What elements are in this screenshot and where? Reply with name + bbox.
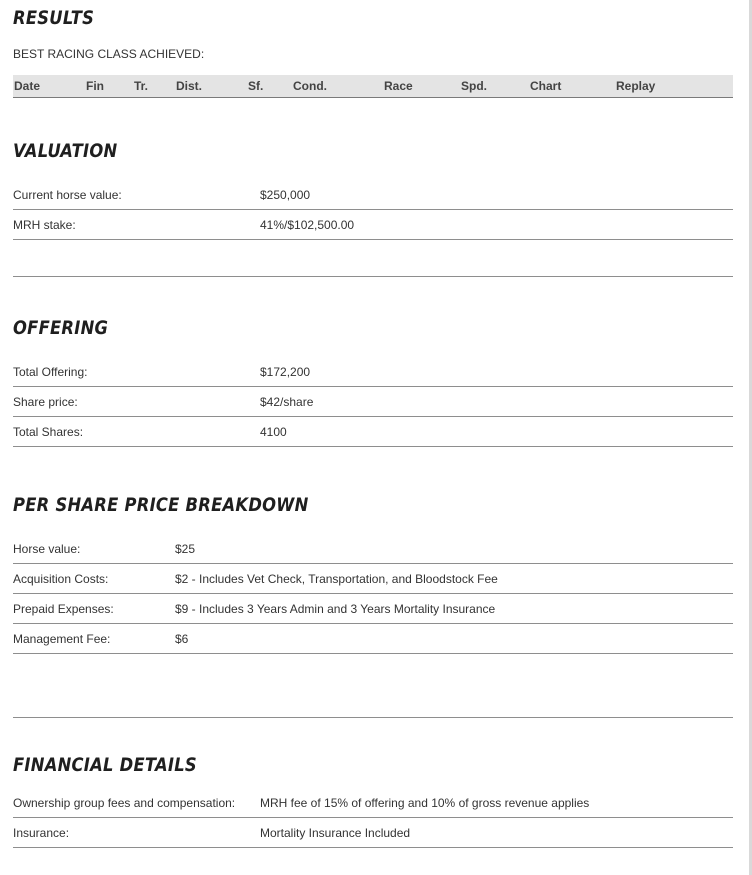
column-race: Race (384, 79, 413, 93)
financial-row-ownership-fees (13, 787, 733, 818)
financial-row-insurance (13, 817, 733, 848)
row-value: 41%/$102,500.00 (260, 218, 355, 232)
row-label: MRH stake: (13, 218, 76, 232)
offering-row-share-price (13, 386, 733, 417)
row-label: Prepaid Expenses: (13, 602, 114, 616)
row-label: Total Offering: (13, 365, 88, 379)
breakdown-row-prepaid-expenses (13, 593, 733, 624)
breakdown-heading: PER SHARE PRICE BREAKDOWN (13, 494, 309, 516)
offering-row-total-offering (13, 356, 733, 387)
column-chart: Chart (530, 79, 562, 93)
valuation-row-mrh-stake (13, 209, 733, 240)
section-divider (13, 717, 733, 718)
column-replay: Replay (616, 79, 656, 93)
breakdown-row-horse-value (13, 533, 733, 564)
row-value: $2 - Includes Vet Check, Transportation, and Bloodstock Fee (175, 572, 498, 586)
row-value: $250,000 (260, 188, 311, 202)
valuation-row-current-value (13, 179, 733, 210)
row-label: Share price: (13, 395, 78, 409)
row-value: MRH fee of 15% of offering and 10% of gross revenue applies (260, 796, 590, 810)
row-value: $42/share (260, 395, 314, 409)
row-label: Insurance: (13, 826, 70, 840)
results-heading: RESULTS (13, 7, 95, 29)
column-spd: Spd. (461, 79, 487, 93)
column-dist: Dist. (176, 79, 203, 93)
column-cond: Cond. (293, 79, 327, 93)
row-value: Mortality Insurance Included (260, 826, 411, 840)
breakdown-row-management-fee (13, 623, 733, 654)
best-racing-class-label: BEST RACING CLASS ACHIEVED: (13, 47, 205, 61)
row-value: $6 (175, 632, 189, 646)
row-value: 4100 (260, 425, 287, 439)
breakdown-row-acquisition-costs (13, 563, 733, 594)
row-label: Management Fee: (13, 632, 111, 646)
column-fin: Fin (86, 79, 104, 93)
row-value: $25 (175, 542, 196, 556)
column-sf: Sf. (248, 79, 264, 93)
offering-row-total-shares (13, 416, 733, 447)
column-tr: Tr. (134, 79, 149, 93)
financial-details-heading: FINANCIAL DETAILS (13, 754, 197, 776)
results-table-header (13, 75, 733, 98)
row-label: Horse value: (13, 542, 81, 556)
row-label: Ownership group fees and compensation: (13, 796, 236, 810)
column-date: Date (14, 79, 41, 93)
row-value: $172,200 (260, 365, 311, 379)
row-label: Acquisition Costs: (13, 572, 109, 586)
row-label: Current horse value: (13, 188, 122, 202)
valuation-heading: VALUATION (13, 140, 118, 162)
section-divider (13, 276, 733, 277)
row-value: $9 - Includes 3 Years Admin and 3 Years Mortality Insurance (175, 602, 496, 616)
offering-heading: OFFERING (13, 317, 109, 339)
row-label: Total Shares: (13, 425, 84, 439)
